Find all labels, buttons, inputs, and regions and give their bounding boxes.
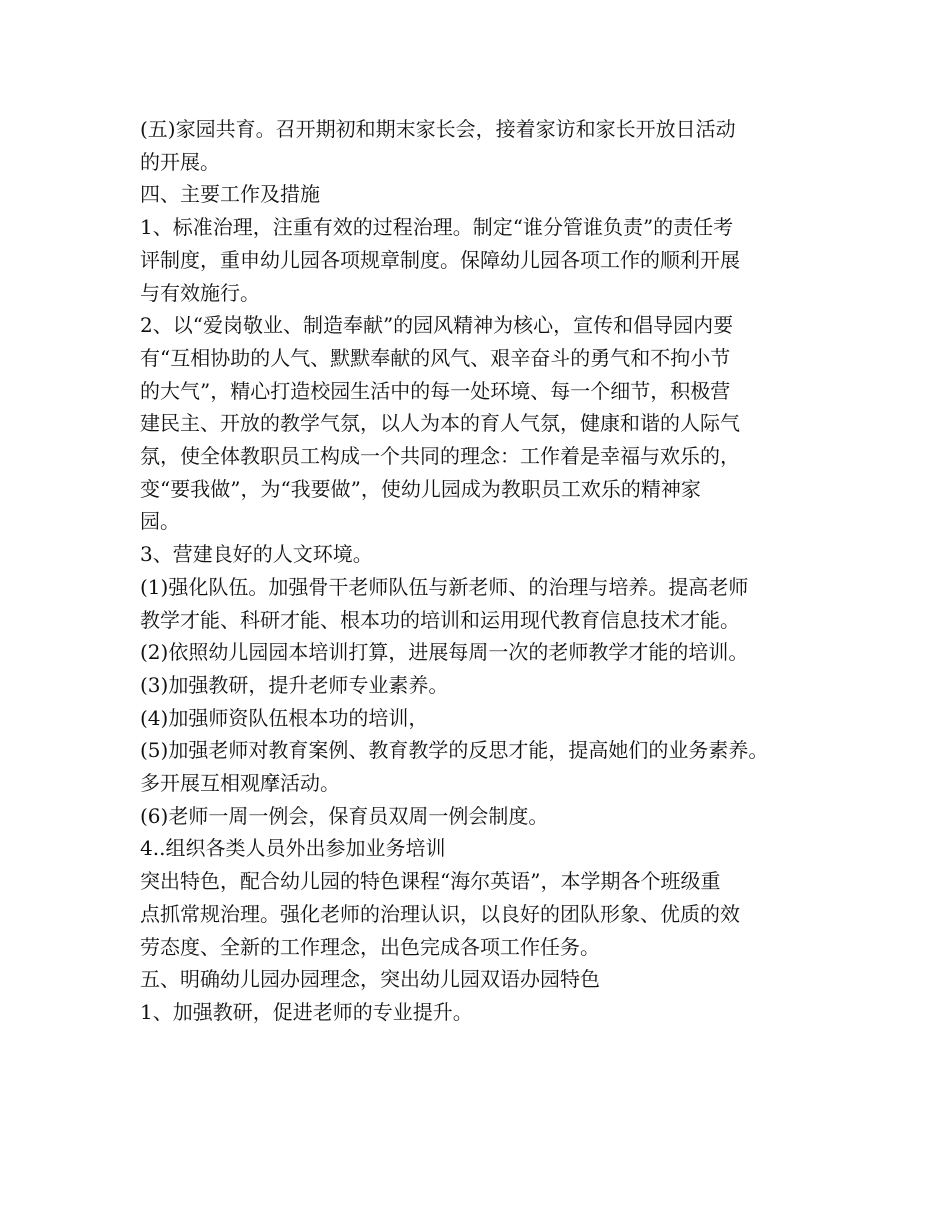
- text-line: 劳态度、全新的工作理念，出色完成各项工作任务。: [140, 934, 600, 959]
- text-line: 评制度，重申幼儿园各项规章制度。保障幼儿园各项工作的顺利开展: [140, 247, 740, 272]
- text-line: 1、标准治理，注重有效的过程治理。制定“谁分管谁负责”的责任考: [140, 215, 734, 240]
- text-line: 建民主、开放的教学气氛，以人为本的育人气氛，健康和谐的人际气: [140, 411, 740, 436]
- text-line: 3、营建良好的人文环境。: [140, 542, 373, 567]
- text-line: 1、加强教研，促进老师的专业提升。: [140, 999, 473, 1024]
- text-line: 与有效施行。: [140, 280, 260, 305]
- text-line: (3)加强教研，提升老师专业素养。: [140, 672, 449, 697]
- text-line: (2)依照幼儿园园本培训打算，进展每周一次的老师教学才能的培训。: [140, 640, 749, 665]
- text-line: 教学才能、科研才能、根本功的培训和运用现代教育信息技术才能。: [140, 607, 740, 632]
- text-line: 园。: [140, 509, 180, 534]
- text-line: (五)家园共育。召开期初和期末家长会，接着家访和家长开放日活动: [140, 117, 736, 141]
- text-line: 变“要我做”，为“我要做”，使幼儿园成为教职员工欢乐的精神家: [140, 476, 701, 501]
- document-body: [140, 113, 830, 1029]
- text-line: (6)老师一周一例会，保育员双周一例会制度。: [140, 803, 549, 828]
- text-line: 4..组织各类人员外出参加业务培训: [140, 836, 446, 861]
- section-heading: 五、明确幼儿园办园理念，突出幼儿园双语办园特色: [140, 967, 600, 992]
- text-line: (1)强化队伍。加强骨干老师队伍与新老师、的治理与培养。提高老师: [140, 574, 749, 599]
- text-line: (5)加强老师对教育案例、教育教学的反思才能，提高她们的业务素养。: [140, 738, 769, 763]
- section-heading: 四、主要工作及措施: [140, 182, 320, 207]
- text-line: 氛，使全体教职员工构成一个共同的理念：工作着是幸福与欢乐的，: [140, 444, 740, 469]
- text-line: (4)加强师资队伍根本功的培训，: [140, 705, 429, 730]
- text-line: 点抓常规治理。强化老师的治理认识，以良好的团队形象、优质的效: [140, 901, 740, 926]
- text-line: 突出特色，配合幼儿园的特色课程“海尔英语”，本学期各个班级重: [140, 869, 721, 894]
- text-line: 多开展互相观摩活动。: [140, 771, 340, 796]
- text-line: 2、以“爱岗敬业、制造奉献”的园风精神为核心，宣传和倡导园内要: [140, 313, 734, 338]
- text-line: 的大气”，精心打造校园生活中的每一处环境、每一个细节，积极营: [140, 378, 731, 403]
- text-line: 的开展。: [140, 149, 220, 174]
- text-line: 有“互相协助的人气、默默奉献的风气、艰辛奋斗的勇气和不拘小节: [140, 345, 731, 370]
